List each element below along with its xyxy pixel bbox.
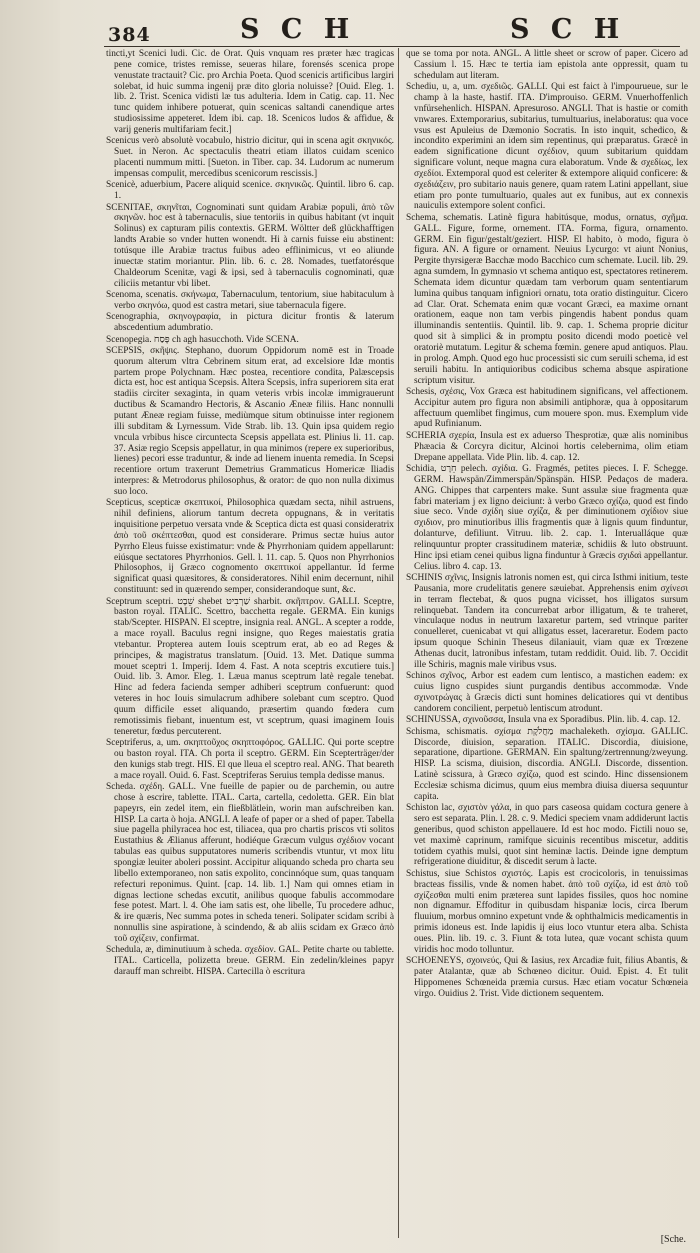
- column-divider: [398, 48, 399, 1238]
- dictionary-entry: SCHINUSSA, σχινοῦσσα, Insula vna ex Sporadibus. Plin. lib. 4. cap. 12.: [406, 715, 681, 726]
- dictionary-entry: Schiston lac, σχιστὸν γάλα, in quo pars caseosa quidam coctura genere à sero est separata. Plin. l. 28. c. 9. Medici speciem vnam addiderunt lactis generibus, quod schiston appellauere. Id est hoc modo. Fictili nouo se, vet maximè caprinum, ramifque sicuinis recentibus miscetur, additis totidem cyathis mulsi, quot sint heminæ lactis. Deinde igne demptum refrigeratione diuiditur, & discedit serum à lacte.: [406, 803, 688, 868]
- dictionary-entry: Schistus, siue Schistos σχιστός. Lapis est crocicoloris, in tenuissimas bracteas fissilis, vnde & nomen habet. ἀπὸ τοῦ σχίζω, id est ἀπὸ τοῦ σχίζεσθαι multi enim præterea sunt lapides fissiles, quos hoc nomine non dignamur. Effoditur in quibusdam hispaniæ locis, circa Iberum fluuium, morbus omnino expetunt vnde & ophthalmicis medicamentis in primis idoneus est. Inde lapidis ij eius loco vtuntur etera alba. Schista oues. Plin. lib. 19. c. 3. Fiunt & tota lutea, quæ vocant schista quum viridis hoc modo tolluntur.: [406, 868, 688, 955]
- dictionary-entry: Schidia, חֵרֶט pelech. σχίδια. G. Fragmés, petites pieces. I. F. Schegge. GERM. Hawspän/Zimmerspän/Spänspän. HISP. Pedaços de madera. ANG. Chippes that carpenters make. Sunt assulæ siue fragmenta quæ fabri materiam j ex ligno deiciunt: à verbo Græco σχίζω, quod est findo siue seco. Vnde σχίδη siue σχίζα, & per diminutionem σχίδιον siue σχιδιον, pro minutioribus illis fragmentis quæ à lignis quum finduntur, dolanturve, defiliunt. Vitruu. lib. 2. cap. 1. Interualláque quæ relinquuntur propter crassitudinem materiæ, schidiis & luto obstruunt. Hinc ipsi etiam cenei quibus ligna finduntur à Græcis σχιδαὶ appellantur. Celius. libro 4. cap. 13.: [406, 464, 688, 572]
- page-number: 384: [108, 24, 151, 46]
- dictionary-entry: SCHERIA σχερία, Insula est ex aduerso Thesprotiæ, quæ alis nominibus Phæacia & Corcyra dicitur, Alcinoi hortis celebernima, olim etiam Drepane appellata. Vide Plin. lib. 4. cap. 12.: [406, 430, 688, 463]
- dictionary-entry: Sceptrum sceptri. שֵׁבֶט shebet שַׁרְבִיט sharbit. σκῆπτρον. GALLI. Sceptre, baston royal. ITALIC. Scettro, bacchetta regale. GERMA. Ein kunigs stab/Scepter. HISPAN. El sceptre, insignia real. ANGL. A scepter a rodde, a mace royall. Baculus regni insigne, quo Reges maiestatis gratia vtebantur. Propterea autem Iouis sceptrum erat, ab eo ad Reges & principes, & magistratus translatum. [Ouid. 13. Met. Datique summa mouet sceptri 1. Imperij. Idem 4. Fast. A nota sceptris excutiere tuis.] Ouid. lib. 3. Amor. Eleg. 1. Læua manus sceptrum latè regale tenebat. Hinc ad federa facienda semper adhiberi sceptrum confuerunt: quod veteres in hoc Iouis simulacrum adhibere solebant cum sceptro. Quod quum difficile esset aliquando, præsertim quando fœdera cum remotissimis fiebant, inuentum est, vt sceptrum, quasi imaginem Iouis teneretur, fœdus percuterent.: [106, 596, 394, 737]
- dictionary-entry: Scenopegia. פֶּסַח ch agh hasucchoth. Vide SCENA.: [106, 334, 299, 345]
- dictionary-entry: Schedula, æ, diminutiuum à scheda. σχεδίον. GAL. Petite charte ou tablette. ITAL. Carticella, polizetta breue. GERM. Ein zedelin/kleines papyr darauff man schreibt. HISPA. Cartecilla ò escritura: [106, 945, 394, 977]
- dictionary-entry: Scenicus verò absolutè vocabulo, histrio dicitur, qui in scena agit σκηνικός. Suet. in Neron. Ac spectaculis theatri etiam illatos cuidam scenico placenti nummum mitti. [Sueton. in Tiber. cap. 34. Ludorum ac numerum impensas compulit, mercedibus scenicorum rescissis.]: [106, 136, 394, 179]
- dictionary-entry: Scepticus, scepticæ σκεπτικοί, Philosophica quædam secta, nihil astruens, nihil definiens, aliorum tantum decreta oppugnans, & in veritatis inquisitione perpetuo versata vnde & Sceptica dicta est quasi consideratrix ἀπὸ τοῦ σκέπτεσθαι, quod est considerare. Primus sectæ huius autor Pyrrho Eleus fuisse existimatur: vnde & Phyrrhoniam quidem appellarunt: eiúsque sectatores Phyrrhonios. Gell. l. 11. cap. 5. Quos non Phyrrhonios Philosophos, ij Græco cognomento σκεπτικοί appellantur. Id ferme significat quasi quæsitores, & consideratores. Nihil enim decernunt, nihil constituunt: sed in quærendo semper, considerandoque sunt, &c.: [106, 498, 394, 596]
- dictionary-entry: Scenicè, aduerbium, Pacere aliquid scenice. σκηνικῶς. Quintil. libro 6. cap. 1.: [106, 180, 394, 202]
- dictionary-entry: Scheda. σχέδη. GALL. Vne fueille de papier ou de parchemin, ou autre chose à escrire, tablette. ITAL. Carta, cartella, cedoletta. GER. Ein blat papeyrs, ein zedel item, ein fließblätlein, worin man aufschreiben kan. HISP. La carta ò hoja. ANGLI. A leafe of paper or a shed of paper. Tabella siue pagella philyracea hoc est, tiliacea, qua pro chartis priscos vti solitos Eustathius & Ælianus afferunt, hodiéque Græcum vulgus σχέδιον vocant tabulas eas quibus supputatores numeris scribendis vtuntur, vt mox litu spongiæ leuiter aboleri possint. Accipitur aliquando scheda pro charta seu libello extemporaneo, non satis expolito, concinnóque sum, quas tanquam refecturi reponimus. Quint. [cap. 14. lib. 1.] Nam qui omnes etiam in dignas lectione schedas excutit, anilibus quoque fabulis accommodare fese potest. Mart. l. 4. Ohe iam satis est, ohe libelle, Tu procedere adhuc, & ire quæris, Nec summa potes in scheda teneri. Solipater scidam scribi à nonnullis sine aspiratione, à scindendo, & ab aliis scidam ex Græco ἀπὸ τοῦ σχίζειν, confirmat.: [106, 782, 394, 944]
- dictionary-entry: SCEPSIS, σκῆψις. Stephano, duorum Oppidorum nomē est in Troade quorum alterum vltra Cebrinem situm erat, ad excelsiore Idæ montis partem prope Polychnam. Hæc postea, recentiore condita, Palæscepsis dicta est, hoc est antiqua Scepsis. Altera Scepsis, infra superiorem sita erat stadiis circiter sexaginta, in quam veteris vrbis incolæ immigrauerunt ductibus & Scamandro Hectoris, & Ascanio Æneæ filiis. Hanc nonnulli putant Æneæ regiam fuisse, mediùmque situm obtinuisse inter regionem illi subditam & Lyrnessum. Vide Strab. lib. 13. Quin ipsa quidem regio vncula vrbibus hisce circuntecta Scepsis appellata est. Plinius li. 11. cap. 37. Asiæ regio Scepsis appellatur, in qua minimos (repere ex superioribus, lienes) pecori esse traduntur, & inde ad lienem inuenta remedia. In Scepsi recentiore ortum traxerunt Demetrius Grammaticus Homericæ Iliadis interpres: & Metrodorus philosophus, & orator: de quo non nulla diximus suo loco.: [106, 345, 394, 497]
- dictionary-entry: tincti,yt Scenici ludi. Cic. de Orat. Quis vnquam res præter hæc tragicas pene comice, tristes remisse, seueras hilare, forensés scenica prope venustate tractauit? Cic. pro Archia Poeta. Quod scenicis artificibus largiri solebat, id huic summa ingenij præ dito gloria noluisse? [Ouid. Eleg. 1. lib. 2. Trist. Scenica vidisti læ tus adulteria. Idem in Catig. cap. 11. Nec tunc quidem inhibere potuerat, quin scenicas saltandi canendique artes studiosissime appeteret. Idem ibi. cap. 18. Scenicos ludos & affidue, & varij generis multifariam fecit.]: [106, 49, 394, 135]
- running-head-right: S C H: [510, 14, 626, 45]
- dictionary-entry: SCHOENEYS, σχοινεύς, Qui & Iasius, rex Arcadiæ fuit, filius Abantis, & pater Atalantæ, quæ ab Schœneo dicitur. Ouid. Epist. 4. Et tulit Hippomenes Schœneida præmia cursus. Hæc etiam vocatur Schœneia virgo. Ouidius 2. Trist. Vide dictionem sequentem.: [406, 956, 688, 999]
- dictionary-entry: Schema, schematis. Latinè figura habitúsque, modus, ornatus, σχῆμα. GALL. Figure, forme, ornement. ITA. Forma, figura, ornamento. GERM. Ein figur/gestalt/geziert. HISP. El habito, ò modo, figura ò figura. AN. A figure or ornament. Neuius Lycurgo: vt aiunt Nonius, Pergite thyrsigeræ Bacchæ modo Bacchico cum schemate. Lucil. lib. 29. agna sumdem, In gymnasio vt schema antiquo est, spectatores retinerem. Schemata idem dicuntur quædam tam verborum quam sententiarum lumina quibus tanquam infigniori ornatu, tota oratio distinguitur. Cicero ad Clar. Orat. Schemata enim quæ vocant Græci, ea maxime ornant orationem, eaque non tam verbis pingendis habent pondus quam illuminandis sententiis. Quintil. lib. 9. cap. 1. Schema proprie dicitur quod sit à simplici & in promptu posito dicendi modo poeticè vel oratoriè mutatum. Legitur & schema fœmin. genere apud antiquos. Plau. in prolog. Amph. Quod ego huc processisti sic cum seruili schema, id est seruili habitu. In antiquioribus codicibus schema absque aspiratione scriptum visitur.: [406, 212, 688, 386]
- catchword: [Sche.: [660, 1234, 686, 1245]
- dictionary-entry: Scenographia, σκηνογραφία, in pictura dicitur frontis & laterum abscedentium adumbratio.: [106, 312, 394, 334]
- dictionary-entry: Scenoma, scenatis. σκήνωμα, Tabernaculum, tentorium, siue habitaculum à verbo σκηνόω, quod est castra metari, siue tabernacula figere.: [106, 289, 394, 311]
- dictionary-entry: Schesis, σχέσις, Vox Græca est habitudinem significans, vel affectionem. Accipitur autem pro figura non absimili antiphoræ, qua à oppositarum affectuum quemlibet fingimus, cum mouere spon. mus. Exemplum vide apud Rufinianum.: [406, 386, 688, 430]
- dictionary-entry: Sceptriferus, a, um. σκηπτοῦχος σκηπτοφόρος. GALLIC. Qui porte sceptre ou baston royal. ITA. Ch porta il sceptro. GERM. Ein Scepterträger/der den kunigs stab tregt. HIS. El que lleua el sceptro real. ANG. That beareth a mace royall. Ouid. 6. Fast. Sceptriferas Seruius templa dedisse manus.: [106, 738, 394, 781]
- dictionary-entry: Schediu, u, a, um. σχεδιῶς. GALLI. Qui est faict à l'impourueue, sur le champ à la haste, hastif. ITA. D'improuiso. GERM. Vnuerhoffenlich vnfürsehenlich. HISPAN. Apresuroso. ANGLI. That is hastie or comith vnwares. Extemporarius, subitarius, tumultuarius, inelaboratus: qua voce vsus est Apuleius de Dæmonio Socratis. In isto inquit, schedico, & incondito experimini an idem sim repentinus, qui præparatus. Græcè in eadem significatione dicunt σχέδιον, quum subitarium quiddam significare volunt, neque magna cura elaboratum. Vnde & σχεδίως, lex σχεδίοι. Extemporal quod est celeriter & extempore aliquid conficere: & σχεδιάζειν, pro subitario nauis genere, quam ratem Latini appellant, siue etiam pro ponte tumultuario, quales aut ex funibus, aut ex connexis nauiculis extempore solent confici.: [406, 82, 688, 212]
- dictionary-entry: que se toma por nota. ANGL. A little sheet or scrow of paper. Cicero ad Cassium l. 15. Hæc te tertia iam epistola ante oppressit, quam tu schedulam aut literam.: [406, 49, 688, 81]
- left-column: [106, 49, 394, 1244]
- dictionary-entry: SCENITAE, σκηνῖται, Cognominati sunt quidam Arabiæ populi, ἀπὸ τῶν σκηνῶν. hoc est à tabernaculis, siue tentoriis in quibus habitant (vt inquit Solinus) ex capturam pilis contextis. GERM. Wöltter deß glückhafftigen landts Arabie so vnder hutten wonendt. Hi à carnis fuisse eiu abstinent: totúsque ille Arabiæ tractus fuibus adeo efflinimicus, vt eo aliunde inuectæ statim moriantur. Plin. lib. 6. c. 28. Nomades, tuetfatorésque Chaldeorum Scenitæ, vagi & ipsi, sed à tabernaculis cognominati, quæ ciliciis metantur vbi libet.: [106, 202, 394, 289]
- dictionary-entry: SCHINIS σχῖνις, Insignis latronis nomen est, qui circa Isthmi initium, teste Pausania, more crudelitatis genere sæuiebat. Apprehensis enim σχίνεσι in terram flectebat, & quos pugna vicisset, hos illigatos sursum relinquebat. Tandem ita concurrebat arbor illigatum, & te traheret, vinculaque nodus in neutrum laxaretur partem, sed vtrinque pariter conuelleret, cuenicabat vt qui alligatus esset, laceraretur. Eodem pacto ipsum quoque Schinin Theseus dilaniauit, viam quæ ex Trœzene Athenas ducit, latronibus infestam, tutam reddidit. Ouid. lib. 7. Occidit ille Schiris, magnis male viribus vsus.: [406, 573, 688, 670]
- running-head-left: S C H: [240, 14, 356, 45]
- header-rule: [104, 46, 680, 47]
- binding-shadow: [0, 0, 60, 1253]
- dictionary-entry: Schinos σχῖνος, Arbor est eadem cum lentisco, a mastichen eadem: ex cuius ligno cuspides siunt purgandis dentibus accommodæ. Vnde σχινοτρώγας à Græcis dicti sunt homines delicatiores qui vt dentibus candorem concilient, perpetuò lentiscum atrodunt.: [406, 671, 688, 714]
- running-header: [0, 8, 700, 48]
- dictionary-entry: Schisma, schismatis. σχίσμα מַחֲלֹקֶת machaleketh. σχίσμα. GALLIC. Discorde, diuision, separation. ITALIC. Discordia, diuisione, separatione, dipartione. GERMAN. Ein spaltung/zertrennung/zweyung. HISP. La scisma, diuision, discordia. ANGLI. Discorde, dissention. Latinè scissura, à Græco σχίζω, quod est scindo. Hinc dissensionem Ecclesiæ schisma dicimus, quum eius membra diuisa diuersa sequuntur capita.: [406, 726, 688, 802]
- right-column: [406, 49, 688, 1244]
